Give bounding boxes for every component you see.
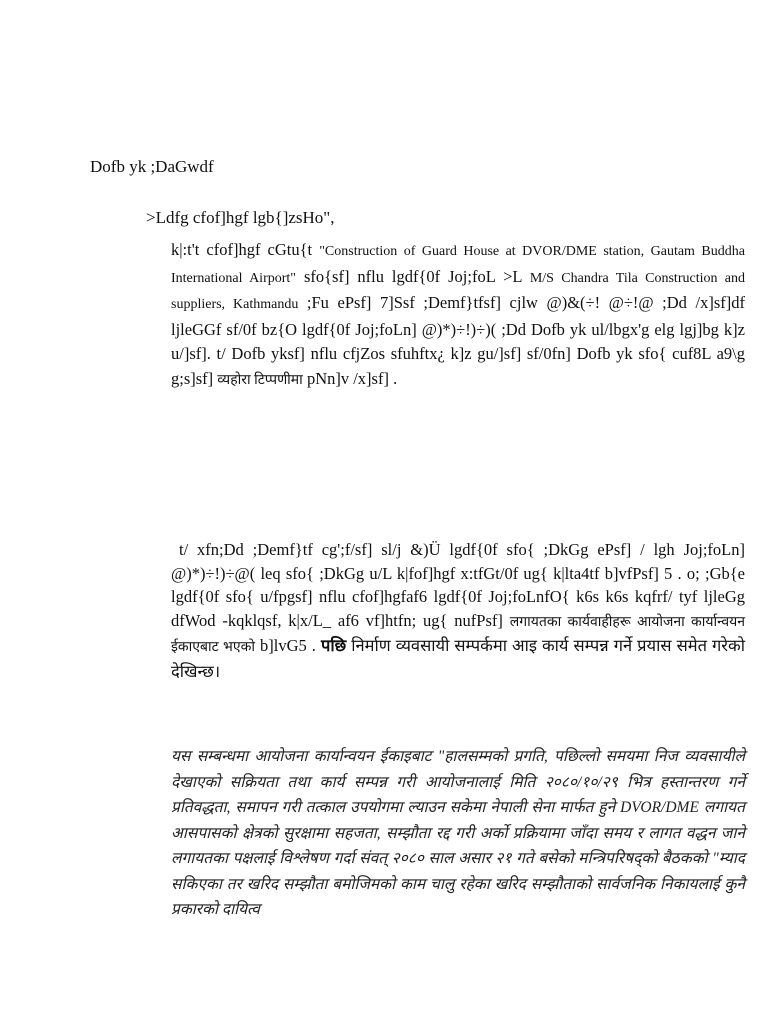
para1-devanagari: व्यहोरा टिप्पणीमा: [217, 372, 303, 388]
para1-tail: pNn]v /x]sf] .: [302, 368, 398, 388]
section-heading: Dofb yk ;DaGwdf: [90, 157, 214, 176]
para2-line3: b]vfPsf] 5 . o; ;Gb{e lgdf{0f sfo{ u/fpgsf] nflu cfof]hgfaf6 lgdf{0f: [171, 563, 745, 606]
contractor-name: M/S Chandra Tila Construction and suppliers, Kathmandu: [171, 270, 746, 312]
para2-line5a: ug{ nufPsf]: [423, 610, 510, 630]
para2-line5b: b]lvG5 .: [255, 636, 321, 655]
paragraph-analysis: यस सम्बन्धमा आयोजना कार्यान्वयन ईकाइबाट "हालसम्मको प्रगति, पछिल्लो समयमा निज व्यवसायीले देखाएको सक्रियता तथा कार्य सम्पन्न गरी आयोजनालाई मिति २०८०/१०/२९ भित्र हस्तान्तरण गर्ने प्रतिवद्धता, समापन गरी तत्काल उपयोगमा ल्याउन सकेमा नेपाली सेना मार्फत हुने DVOR/DME लगायत आसपासको क्षेत्रको सुरक्षामा सहजता, सम्झौता रद्द गरी अर्को प्रक्रियामा जाँदा समय र लागत वद्धन जाने लगायतका पक्षलाई विश्लेषण गर्दा संवत् २०८० साल असार २१ गते बसेको मन्त्रिपरिषद्को बैठकको "म्याद सकिएका तर खरिद सम्झौता बमोजिमको काम चालु रहेका खरिद सम्झौताको सार्वजनिक निकायलाई कुनै प्रकारको दायित्व: [171, 748, 745, 918]
para2-line1: t/ xfn;Dd ;Demf}tf cg';f/sf] sl/j &)Ü lgdf{0f sfo{ ;DkGg ePsf] / lgh: [179, 540, 675, 559]
paragraph-project-status: [171, 238, 745, 393]
section-subheading: >Ldfg cfof]hgf lgb{]zsHo",: [146, 208, 335, 227]
para2-line5c: पछि: [320, 636, 347, 655]
para1-mid: sfo{sf] nflu lgdf{0f Joj;foL >L: [296, 266, 530, 286]
para1-rest: ;Fu ePsf] 7]Ssf ;Demf}tfsf] cjlw @)&(÷! @÷!@ ;Dd /x]sf]df ljleGGf sf/0f bz{O lgdf{0f Joj;foLn] @)*)÷!)÷)( ;Dd Dofb yk ul/lbgx'g elg lgj]bg k]z u/]sf]. t/ Dofb yksf] nflu cfjZos sfuhftx¿ k]z gu/]sf] sf/0fn] Dofb yk sfo{ cuf8L a9\g g;s]sf]: [171, 293, 745, 388]
para2-line4: Joj;foLnfO{ k6s k6s kqfrf/ tyf ljleGg dfWod -kqklqsf, k|x/L_ af6 vf]htfn;: [171, 587, 746, 630]
para2-line5-devanagari: लगायतका कार्यवाहीहरू आयोजना कार्यान्वयन ईकाएबाट भएको: [171, 614, 745, 655]
para2-line2: Joj;foLn] @)*)÷!)÷@( leq sfo{ ;DkGg u/L k|fof]hgf x:tfGt/0f ug{ k|lta4tf: [171, 540, 745, 583]
paragraph-progress: [171, 538, 745, 683]
para1-lead: k|:t't cfof]hgf cGtu{t: [171, 240, 320, 259]
para2-line6: निर्माण व्यवसायी सम्पर्कमा आइ कार्य सम्पन्न गर्ने प्रयास समेत गरेको देखिन्छ।: [171, 636, 745, 681]
project-name: "Construction of Guard House at DVOR/DME station, Gautam Buddha International Airport": [171, 244, 745, 286]
